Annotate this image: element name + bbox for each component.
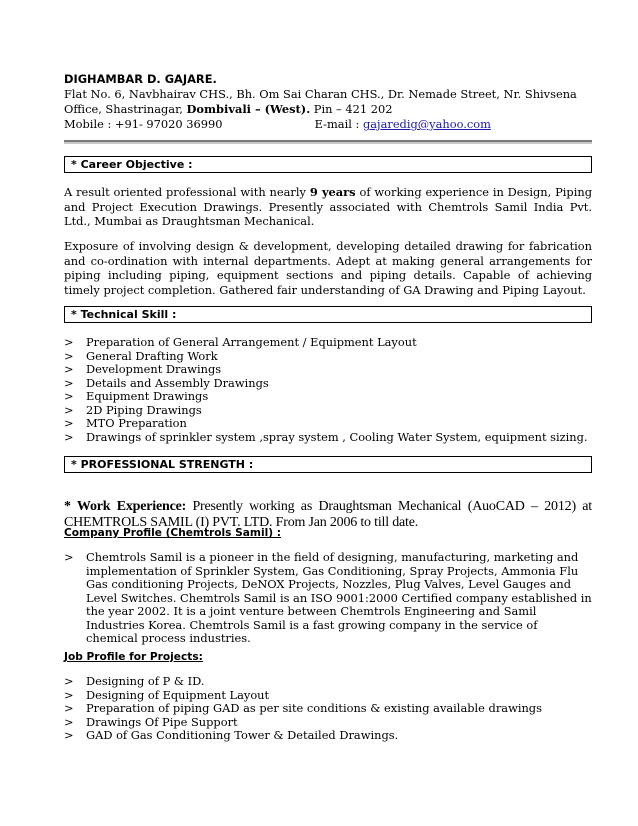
list-item: > General Drafting Work bbox=[64, 348, 218, 363]
technical-skill-list bbox=[64, 336, 592, 444]
contact-line bbox=[64, 117, 592, 132]
company-profile-heading: Company Profile (Chemtrols Samil) : bbox=[64, 527, 282, 539]
job-profile-heading: Job Profile for Projects: bbox=[64, 651, 203, 663]
list-item: > Development Drawings bbox=[64, 362, 222, 376]
email-label: E-mail : bbox=[314, 117, 360, 131]
list-item: > Drawings of sprinkler system ,spray system , Cooling Water System, equipment sizing. bbox=[64, 429, 588, 444]
list-item: > Preparation of piping GAD as per site conditions & existing available drawings bbox=[64, 701, 542, 715]
mobile: Mobile : +91- 97020 36990 bbox=[64, 117, 223, 131]
career-paragraph-1-wrap bbox=[64, 185, 592, 229]
list-item: > Designing of P & ID. bbox=[64, 674, 205, 688]
section-heading-technical: * Technical Skill : bbox=[64, 306, 592, 323]
contact-header bbox=[64, 72, 592, 144]
professional-strength-section bbox=[64, 456, 592, 473]
company-profile-text: Chemtrols Samil is a pioneer in the field of designing, manufacturing, marketing and implementation of Sprinkler System, Gas Conditioning, Spray Projects, Ammonia Flu Gas conditioning Projects, DeNOX Projects, Nozzles, Plug Valves, Level Gauges and Level Switches. Chemtrols Samil is an ISO 9001:2000 Certified company established in the year 2002. It is a joint venture between Chemtrols Engineering and Samil Industries Korea. Chemtrols Samil is a fast growing company in the service of chemical process industries. bbox=[86, 550, 592, 645]
career-paragraph-2-wrap bbox=[64, 239, 592, 297]
company-heading-wrap bbox=[64, 526, 592, 540]
company-text-wrap bbox=[64, 551, 592, 646]
city: Dombivali – (West). bbox=[186, 102, 311, 116]
section-heading-professional: * PROFESSIONAL STRENGTH : bbox=[64, 456, 592, 473]
job-list-wrap bbox=[64, 675, 592, 743]
work-experience: * Work Experience: Presently working as Draughtsman Mechanical (AuoCAD – 2012) at CHEMTROLS SAMIL (I) PVT. LTD. From Jan 2006 to till date. bbox=[64, 499, 592, 530]
email-link[interactable]: gajaredig@yahoo.com bbox=[362, 117, 491, 131]
list-item: > Drawings Of Pipe Support bbox=[64, 714, 238, 729]
list-item: > MTO Preparation bbox=[64, 416, 187, 430]
technical-skill-section bbox=[64, 306, 592, 323]
list-item: > GAD of Gas Conditioning Tower & Detailed Drawings. bbox=[64, 728, 399, 742]
list-item: > Preparation of General Arrangement / Equipment Layout bbox=[64, 335, 417, 349]
job-profile-list bbox=[64, 675, 592, 743]
career-paragraph-2: Exposure of involving design & development, developing detailed drawing for fabrication and co-ordination with internal departments. Adept at making general arrangements for piping including piping, equipment sections and piping details. Capable of achieving timely project completion. Gathered fair understanding of GA Drawing and Piping Layout. bbox=[64, 239, 592, 297]
career-paragraph-1: A result oriented professional with nearly 9 years of working experience in Design, Piping and Project Execution Drawings. Presently associated with Chemtrols Samil India Pvt. Ltd., Mumbai as Draughtsman Mechanical. bbox=[64, 185, 592, 228]
list-item: > 2D Piping Drawings bbox=[64, 402, 202, 417]
list-item: > Equipment Drawings bbox=[64, 389, 209, 403]
list-item: > Designing of Equipment Layout bbox=[64, 687, 270, 702]
job-heading-wrap bbox=[64, 650, 592, 664]
address-line-2: Office, Shastrinagar, Dombivali – (West). Pin – 421 202 bbox=[64, 102, 393, 116]
list-item: > Details and Assembly Drawings bbox=[64, 375, 269, 390]
address-line-1: Flat No. 6, Navbhairav CHS., Bh. Om Sai Charan CHS., Dr. Nemade Street, Nr. Shivsena bbox=[64, 87, 577, 101]
list-item: > Chemtrols Samil is a pioneer in the field of designing, manufacturing, marketing and implementation of Sprinkler System, Gas Conditioning, Spray Projects, Ammonia Flu Gas conditioning Projects, DeNOX Projects, Nozzles, Plug Valves, Level Gauges and Level Switches. Chemtrols Samil is an ISO 9001:2000 Certified company established in the year 2002. It is a joint venture between Chemtrols Engineering and Samil Industries Korea. Chemtrols Samil is a fast growing company in the service of chemical process industries. bbox=[64, 550, 592, 645]
candidate-name: DIGHAMBAR D. GAJARE. bbox=[64, 72, 217, 86]
technical-list-wrap bbox=[64, 336, 592, 444]
company-profile-list bbox=[64, 551, 592, 646]
section-heading-career: * Career Objective : bbox=[64, 156, 592, 173]
header-divider bbox=[64, 140, 592, 144]
career-objective-section bbox=[64, 156, 592, 173]
